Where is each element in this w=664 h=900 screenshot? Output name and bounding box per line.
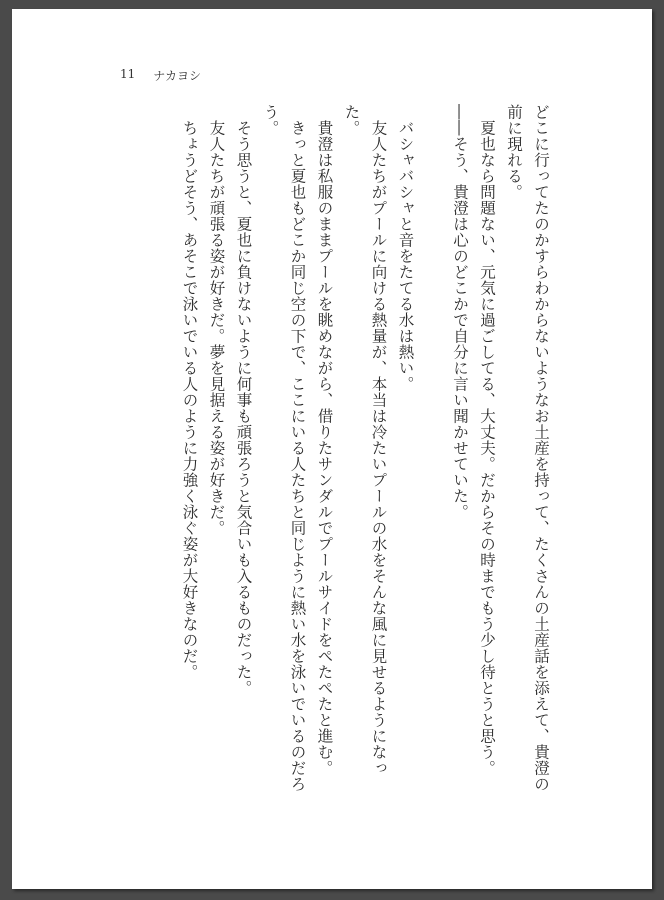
paragraph: 貴澄は私服のままプールを眺めながら、借りたサンダルでプールサイドをぺたぺたと進む。 — [315, 119, 334, 776]
paragraph: ちょうどそう、あそこで泳いでいる人のように力強く泳ぐ姿が大好きなのだ。 — [180, 119, 199, 680]
paragraph: 友人たちがプールに向ける熱量が、本当は冷たいプールの水をそんな風に見せるようになった。 — [342, 104, 388, 776]
paragraph: ――そう、貴澄は心のどこかで自分に言い聞かせていた。 — [451, 104, 469, 520]
running-head-title: ナカヨシ — [153, 69, 202, 83]
paragraph: そう思うと、夏也に負けないように何事も頑張ろうと気合いも入るものだった。 — [234, 119, 253, 696]
vertical-body-text — [114, 104, 554, 804]
paragraph: どこに行ってたのかすらわからないようなお土産を持って、たくさんの土産話を添えて、貴澄の前に現れる。 — [505, 104, 550, 792]
paragraph: きっと夏也もどこか同じ空の下で、ここにいる人たちと同じように熱い水を泳いでいるのだろう。 — [261, 104, 307, 792]
running-head — [120, 67, 201, 84]
page-number: 11 — [120, 67, 136, 81]
book-page — [12, 9, 652, 889]
paragraph: 友人たちが頑張る姿が好きだ。夢を見据える姿が好きだ。 — [207, 119, 226, 536]
paragraph: 夏也なら問題ない、元気に過ごしてる、大丈夫。だからその時までもう少し待とうと思う。 — [478, 119, 496, 776]
paragraph: バシャバシャと音をたてる水は熱い。 — [396, 119, 415, 392]
